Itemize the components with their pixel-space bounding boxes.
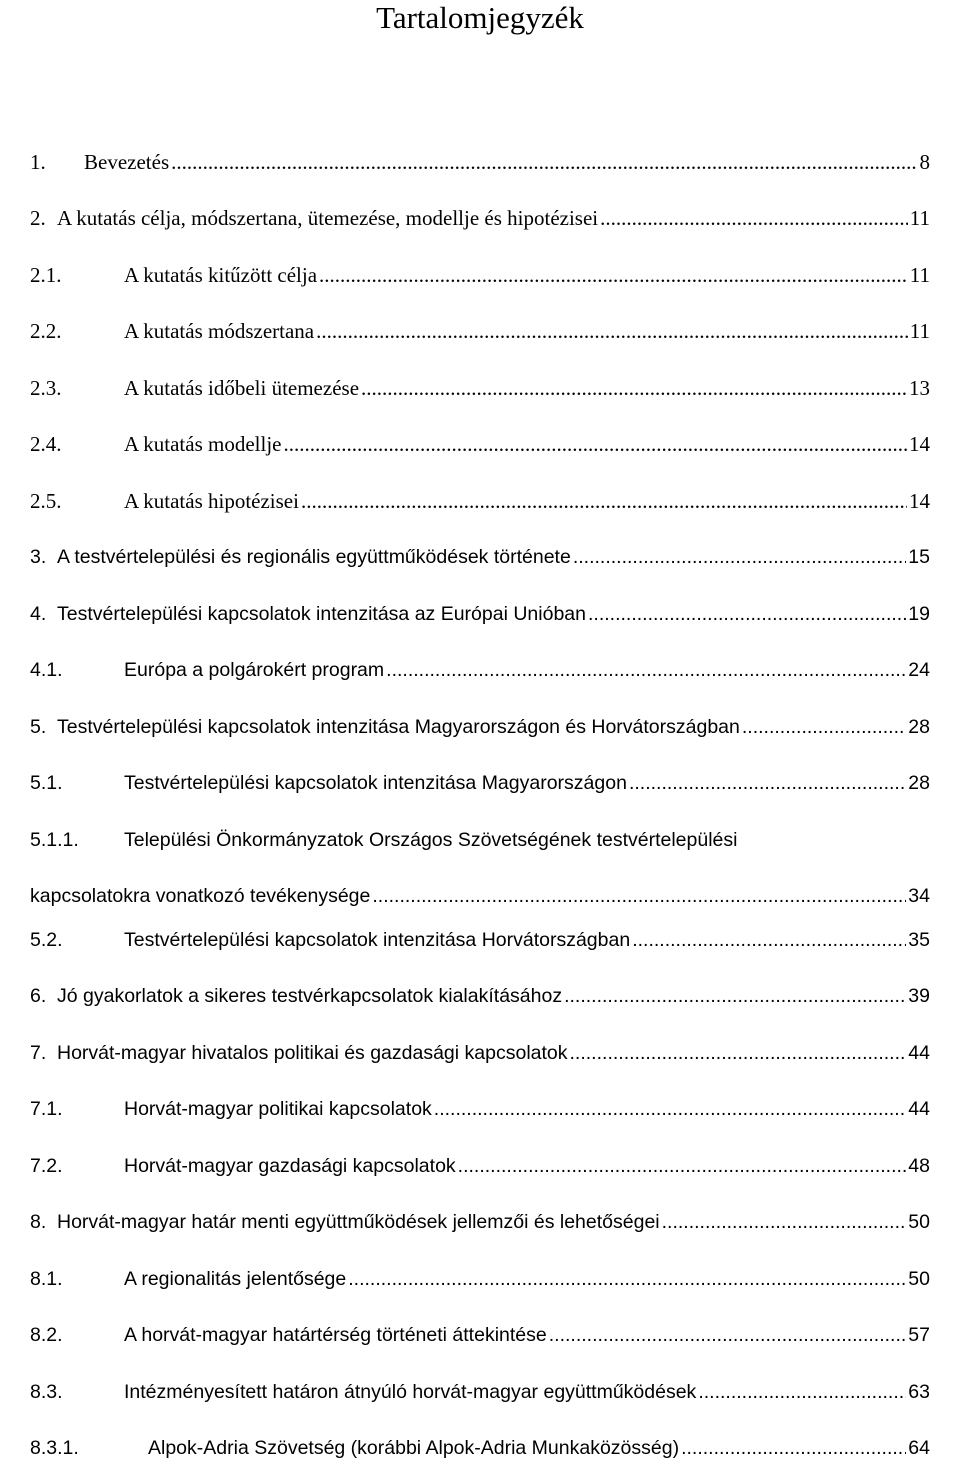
dot-leader	[564, 985, 928, 1007]
toc-entry-title: Horvát-magyar hivatalos politikai és gazdasági kapcsolatok	[57, 1042, 568, 1064]
dot-leader	[372, 885, 928, 907]
toc-entry[interactable]	[0, 1324, 960, 1364]
toc-entry-page-number: 28	[908, 772, 930, 794]
toc-entry-page-number: 44	[908, 1042, 930, 1064]
toc-entry-title: Testvértelepülési kapcsolatok intenzitása Magyarországon és Horvátországban	[57, 716, 740, 738]
toc-entry[interactable]	[0, 716, 960, 756]
dot-leader	[316, 320, 928, 342]
toc-entry-number: 2.1.	[30, 263, 62, 287]
dot-leader	[570, 1042, 928, 1064]
dot-leader	[458, 1155, 928, 1177]
toc-entry-page-number: 39	[908, 985, 930, 1007]
toc-entry-number: 5.	[30, 716, 47, 738]
toc-entry-number: 2.4.	[30, 432, 62, 456]
toc-entry-number: 4.	[30, 603, 47, 625]
toc-entry-page-number: 19	[908, 603, 930, 625]
toc-entry-title: A kutatás célja, módszertana, ütemezése, modellje és hipotézisei	[57, 206, 599, 230]
dot-leader	[386, 659, 928, 681]
toc-entry-title: Testvértelepülési kapcsolatok intenzitása az Európai Unióban	[57, 603, 586, 625]
toc-entry-page-number: 11	[909, 206, 930, 230]
toc-entry-page-number: 50	[908, 1268, 930, 1290]
toc-entry-page-number: 11	[909, 319, 930, 343]
dot-leader	[301, 490, 928, 512]
toc-entry-title: Horvát-magyar gazdasági kapcsolatok	[124, 1155, 456, 1177]
toc-entry-title: A kutatás hipotézisei	[124, 489, 299, 513]
dot-leader	[573, 546, 928, 568]
dot-leader	[600, 207, 928, 229]
dot-leader	[698, 1381, 928, 1403]
toc-entry-page-number: 57	[908, 1324, 930, 1346]
toc-entry-number: 5.1.1.	[30, 829, 79, 851]
toc-entry[interactable]	[0, 151, 960, 191]
toc-entry-title: Horvát-magyar határ menti együttműködések jellemzői és lehetőségei	[57, 1211, 660, 1233]
toc-entry-page-number: 34	[908, 885, 930, 907]
toc-entry-number: 2.3.	[30, 376, 62, 400]
toc-entry-number: 5.2.	[30, 929, 63, 951]
toc-entry[interactable]	[0, 377, 960, 417]
toc-entry-number: 5.1.	[30, 772, 63, 794]
toc-entry[interactable]	[0, 433, 960, 473]
toc-entry-title: A kutatás kitűzött célja	[124, 263, 318, 287]
dot-leader	[434, 1098, 928, 1120]
toc-entry-title: A kutatás időbeli ütemezése	[124, 376, 360, 400]
toc-entry-title: Bevezetés	[84, 150, 170, 174]
toc-entry-number: 7.2.	[30, 1155, 63, 1177]
toc-entry-number: 2.2.	[30, 319, 62, 343]
dot-leader	[662, 1211, 928, 1233]
toc-entry-page-number: 28	[908, 716, 930, 738]
toc-entry[interactable]	[0, 264, 960, 304]
toc-entry-page-number: 15	[908, 546, 930, 568]
toc-entry-page-number: 13	[909, 376, 930, 400]
toc-entry-number: 8.1.	[30, 1268, 63, 1290]
toc-entry-number: 7.1.	[30, 1098, 63, 1120]
toc-entry-title: A kutatás módszertana	[124, 319, 315, 343]
toc-entry[interactable]	[0, 1211, 960, 1251]
dot-leader	[588, 603, 928, 625]
toc-entry-title: Testvértelepülési kapcsolatok intenzitása Horvátországban	[124, 929, 631, 951]
toc-entry[interactable]	[0, 929, 960, 969]
dot-leader	[681, 1437, 928, 1459]
toc-entry-title: A kutatás modellje	[124, 432, 282, 456]
toc-entry[interactable]	[0, 603, 960, 643]
toc-entry-number: 8.2.	[30, 1324, 63, 1346]
toc-entry[interactable]	[0, 772, 960, 812]
toc-entry-number: 2.	[30, 206, 46, 230]
toc-entry-page-number: 14	[909, 432, 930, 456]
dot-leader	[283, 433, 928, 455]
toc-entry[interactable]	[0, 546, 960, 586]
toc-entry-title: Európa a polgárokért program	[124, 659, 385, 681]
toc-entry-page-number: 48	[908, 1155, 930, 1177]
toc-entry-number: 8.	[30, 1211, 47, 1233]
toc-entry-title: Intézményesített határon átnyúló horvát-magyar együttműködések	[124, 1381, 697, 1403]
toc-entry-title: Jó gyakorlatok a sikeres testvérkapcsolatok kialakításához	[57, 985, 563, 1007]
toc-entry[interactable]	[0, 1042, 960, 1082]
toc-entry-page-number: 35	[908, 929, 930, 951]
dot-leader	[171, 151, 928, 173]
toc-entry-title: Testvértelepülési kapcsolatok intenzitása Magyarországon	[124, 772, 627, 794]
toc-entry[interactable]	[0, 1437, 960, 1477]
toc-entry[interactable]	[0, 829, 960, 907]
toc-entry-title: A regionalitás jelentősége	[124, 1268, 347, 1290]
toc-entry[interactable]	[0, 1098, 960, 1138]
toc-entry[interactable]	[0, 490, 960, 530]
toc-entry-number: 1.	[30, 150, 46, 174]
toc-entry-number: 2.5.	[30, 489, 62, 513]
toc-entry-number: 8.3.1.	[30, 1437, 79, 1459]
dot-leader	[549, 1324, 928, 1346]
dot-leader	[742, 716, 928, 738]
toc-entry-title: Horvát-magyar politikai kapcsolatok	[124, 1098, 432, 1120]
toc-entry-title: Települési Önkormányzatok Országos Szövetségének testvértelepülési	[124, 829, 738, 851]
dot-leader	[361, 377, 928, 399]
toc-entry-number: 7.	[30, 1042, 47, 1064]
toc-entry[interactable]	[0, 207, 960, 247]
toc-entry[interactable]	[0, 1381, 960, 1421]
toc-entry-page-number: 50	[908, 1211, 930, 1233]
dot-leader	[629, 772, 928, 794]
dot-leader	[632, 929, 928, 951]
toc-entry-number: 6.	[30, 985, 47, 1007]
toc-entry-page-number: 11	[909, 263, 930, 287]
toc-entry-page-number: 63	[908, 1381, 930, 1403]
dot-leader	[319, 264, 928, 286]
toc-entry-page-number: 44	[908, 1098, 930, 1120]
toc-entry-page-number: 64	[908, 1437, 930, 1459]
toc-entry-number: 8.3.	[30, 1381, 63, 1403]
toc-entry-number: 3.	[30, 546, 47, 568]
toc-entry-title: A testvértelepülési és regionális együttműködések története	[57, 546, 571, 568]
page-title: Tartalomjegyzék	[376, 0, 584, 35]
toc-entry-title: A horvát-magyar határtérség történeti áttekintése	[124, 1324, 547, 1346]
dot-leader	[348, 1268, 928, 1290]
toc-entry-title: Alpok-Adria Szövetség (korábbi Alpok-Adria Munkaközösség)	[148, 1437, 680, 1459]
toc-entry[interactable]	[0, 659, 960, 699]
toc-entry-page-number: 14	[909, 489, 930, 513]
toc-entry[interactable]	[0, 320, 960, 360]
toc-entry-number: 4.1.	[30, 659, 63, 681]
toc-entry[interactable]	[0, 1155, 960, 1195]
toc-entry[interactable]	[0, 1268, 960, 1308]
toc-entry[interactable]	[0, 985, 960, 1025]
toc-entry-page-number: 24	[908, 659, 930, 681]
toc-entry-page-number: 8	[919, 150, 930, 174]
toc-entry-title-continued: kapcsolatokra vonatkozó tevékenysége	[30, 885, 371, 907]
